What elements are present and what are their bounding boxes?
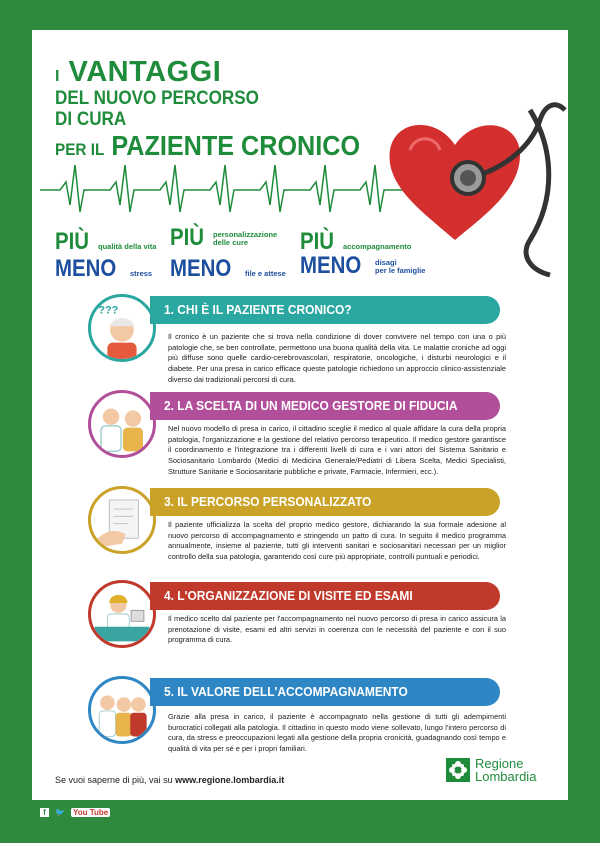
benefit-meno-label: stress xyxy=(130,269,153,279)
benefit-meno-label: disagi per le famiglie xyxy=(375,258,426,276)
twitter-icon[interactable]: 🐦 xyxy=(55,808,65,817)
benefit-piu-word: PIÙ xyxy=(55,228,90,255)
benefit-piu-3 xyxy=(300,230,411,254)
section-body: Il paziente ufficializza la scelta del proprio medico gestore, dichiarando la sua formale adesione al nuovo percorso di accompagnamento e stringendo un patto di cura. In seguito il medico programma annualmente, insieme al paziente, tutti gli interventi sanitari e sociosanitari necessari per un miglior controllo della sua patologia, garantendo così cure più appropriate, controlli puntuali e periodici. xyxy=(168,520,506,562)
section-body: Grazie alla presa in carico, il paziente è accompagnato nella gestione di tutti gli adempimenti burocratici collegati alla patologia. Il cittadino in questo modo viene sollevato, lungo l'intero percorso di cura, da stress e preoccupazioni legati alla gestione della propria cronicità, guadagnando così tempo e qualità di vita per sé e per i propri familiari. xyxy=(168,712,506,754)
section-title: 2. LA SCELTA DI UN MEDICO GESTORE DI FIDUCIA xyxy=(164,398,458,413)
section-body: Il cronico è un paziente che si trova nella condizione di dover convivere nel tempo con una o più patologie che, se ben controllate, permettono una buona qualità della vita. Le malattie croniche ad oggi più diffuse sono quelle cardio-cerebrovascolari, respiratorie, oncologiche, i disturbi neurologici e il diabete. Per una presa in carico efficace queste patologie richiedono un approccio clinico-assistenziale diverso dai tradizionali percorsi di cura. xyxy=(168,332,506,384)
more-info-prefix: Se vuoi saperne di più, vai su xyxy=(55,775,173,785)
section-title: 1. CHI È IL PAZIENTE CRONICO? xyxy=(164,302,352,317)
elderly-man-icon xyxy=(88,294,156,362)
benefit-piu-word: PIÙ xyxy=(300,228,335,255)
section-title: 3. IL PERCORSO PERSONALIZZATO xyxy=(164,494,372,509)
benefit-piu-word: PIÙ xyxy=(170,224,205,251)
doctor-couple-icon xyxy=(88,676,156,744)
youtube-icon[interactable]: You Tube xyxy=(72,808,109,817)
title-line2: DEL NUOVO PERCORSO xyxy=(55,88,259,109)
section-title-bar xyxy=(150,488,500,516)
regione-lombardia-rose-icon xyxy=(446,758,470,782)
title-line4-small: PER IL xyxy=(55,140,105,159)
section-body: Il medico scelto dal paziente per l'accompagnamento nel nuovo percorso di presa in carico assicura la prenotazione di visite, esami ed altri servizi in coerenza con le necessità del paziente e con il suo programma di cura. xyxy=(168,614,506,645)
section-title-bar xyxy=(150,582,500,610)
more-info-line xyxy=(55,775,284,785)
logo-line2: Lombardia xyxy=(475,769,537,784)
section-title-bar xyxy=(150,678,500,706)
ecg-line-graphic xyxy=(40,160,410,220)
poster-title xyxy=(55,58,394,160)
benefit-piu-label: personalizzazione delle cure xyxy=(213,230,278,248)
logo-line1: Regione xyxy=(475,756,524,771)
benefit-meno-word: MENO xyxy=(300,252,362,279)
social-links xyxy=(40,808,110,817)
section-title-bar xyxy=(150,296,500,324)
section-body: Nel nuovo modello di presa in carico, il cittadino sceglie il medico al quale affidare la cura della propria patologia, l'organizzazione e la gestione del relativo percorso terapeutico. Il medico gestore garantisce il coordinamento e l'integrazione tra i differenti livelli di cura e i vari attori del Sistema Sanitario e Sociosanitario Lombardo (Medici di Medicina Generale/Pediatri di Libera Scelta, Medici Specialisti, Strutture Sanitarie e Sociosanitarie pubbliche e private, Farmacie, Infermieri, ecc.). xyxy=(168,424,506,476)
regione-lombardia-logo xyxy=(446,757,536,783)
facebook-icon[interactable]: f xyxy=(40,808,49,817)
benefit-piu-label: accompagnamento xyxy=(343,242,412,252)
website-link[interactable]: www.regione.lombardia.it xyxy=(175,775,285,785)
doctor-patient-icon xyxy=(88,390,156,458)
benefit-meno-word: MENO xyxy=(55,255,117,282)
benefit-meno-label: file e attese xyxy=(245,269,286,279)
title-line1-small: I xyxy=(55,68,60,85)
section-title-bar xyxy=(150,392,500,420)
benefit-piu-1 xyxy=(55,230,156,254)
title-line1-big: VANTAGGI xyxy=(68,56,222,88)
title-line4-big: PAZIENTE CRONICO xyxy=(111,130,361,161)
benefit-meno-word: MENO xyxy=(170,255,232,282)
title-line3: DI CURA xyxy=(55,109,127,130)
reception-desk-icon xyxy=(88,580,156,648)
benefit-meno-1 xyxy=(55,257,152,281)
section-title: 4. L'ORGANIZZAZIONE DI VISITE ED ESAMI xyxy=(164,588,413,603)
benefit-piu-label: qualità della vita xyxy=(98,242,157,252)
benefit-meno-2 xyxy=(170,257,286,281)
benefit-piu-2 xyxy=(170,226,277,250)
signing-document-icon xyxy=(88,486,156,554)
section-title: 5. IL VALORE DELL'ACCOMPAGNAMENTO xyxy=(164,684,408,699)
svg-text:???: ??? xyxy=(98,304,119,317)
benefit-meno-3 xyxy=(300,254,425,278)
